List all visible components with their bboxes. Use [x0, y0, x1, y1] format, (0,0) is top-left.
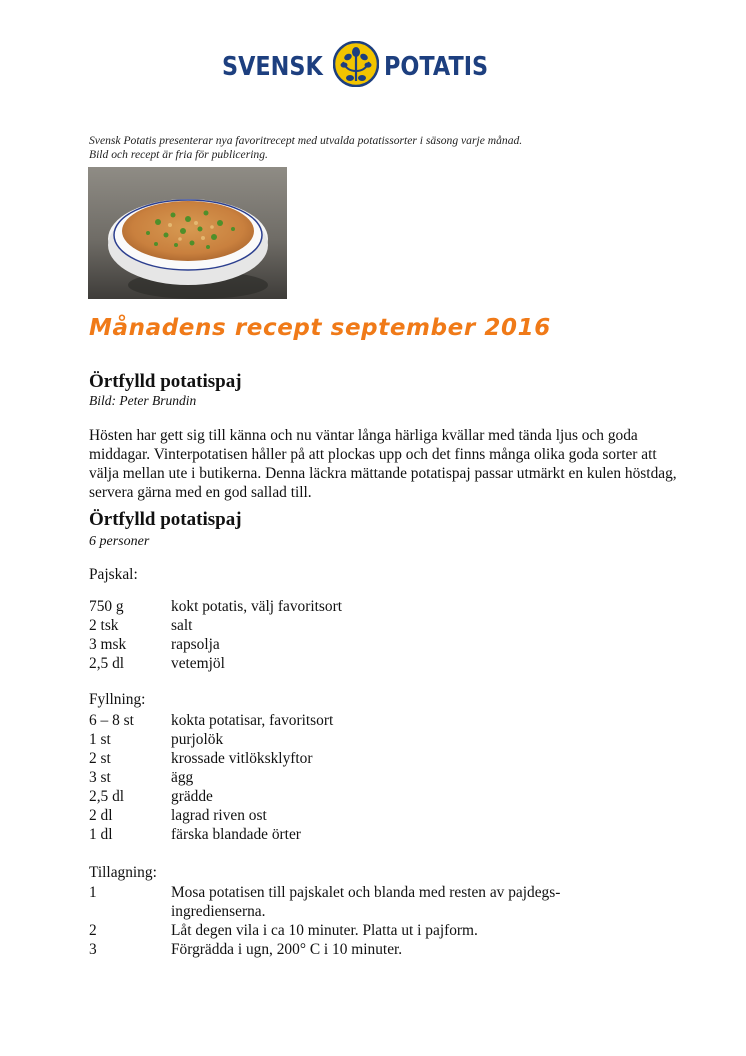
ingredient-row — [89, 749, 611, 768]
ingredient-qty: 2,5 dl — [89, 788, 125, 805]
ingredient-row — [89, 768, 611, 787]
ingredient-row — [89, 597, 611, 616]
ingredient-qty: 750 g — [89, 598, 124, 615]
method-step — [89, 921, 611, 940]
ingredient-row — [89, 730, 611, 749]
ingredient-text: ägg — [171, 769, 194, 786]
ingredient-qty: 2 tsk — [89, 617, 119, 634]
article-title: Örtfylld potatispaj — [89, 371, 242, 392]
ingredient-qty: 1 st — [89, 731, 111, 748]
method-step — [89, 940, 611, 959]
crust-ingredients — [89, 597, 611, 673]
ingredient-row — [89, 711, 611, 730]
ingredient-row — [89, 787, 611, 806]
ingredient-text: kokta potatisar, favoritsort — [171, 712, 334, 729]
filling-label: Fyllning: — [89, 691, 146, 708]
ingredient-text: grädde — [171, 788, 213, 805]
ingredient-qty: 2 st — [89, 750, 111, 767]
logo-word-left: SVENSK — [222, 52, 323, 82]
ingredient-row — [89, 635, 611, 654]
step-text: Låt degen vila i ca 10 minuter. Platta ut i pajform. — [171, 922, 478, 939]
method-steps — [89, 883, 611, 959]
ingredient-text: kokt potatis, välj favoritsort — [171, 598, 342, 615]
ingredient-text: lagrad riven ost — [171, 807, 267, 824]
step-number: 2 — [89, 922, 97, 939]
method-label: Tillagning: — [89, 864, 157, 881]
ingredient-qty: 3 st — [89, 769, 111, 786]
step-text: Mosa potatisen till pajskalet och blanda med resten av pajdegs-ingredienserna. — [171, 884, 561, 920]
ingredient-text: färska blandade örter — [171, 826, 301, 843]
month-recipe-title: Månadens recept september 2016 — [89, 315, 551, 341]
ingredient-row — [89, 616, 611, 635]
ingredient-text: vetemjöl — [171, 655, 225, 672]
ingredient-row — [89, 654, 611, 673]
potato-pie-photo — [88, 167, 287, 299]
intro-line-2: Bild och recept är fria för publicering. — [89, 148, 268, 161]
step-number: 1 — [89, 884, 97, 901]
step-number: 3 — [89, 941, 97, 958]
crust-label: Pajskal: — [89, 566, 138, 583]
ingredient-qty: 2 dl — [89, 807, 113, 824]
step-text: Förgrädda i ugn, 200° C i 10 minuter. — [171, 941, 403, 958]
intro-text — [89, 134, 522, 162]
brand-logo — [222, 40, 497, 90]
filling-ingredients — [89, 711, 611, 844]
ingredient-qty: 2,5 dl — [89, 655, 125, 672]
lead-paragraph: Hösten har gett sig till känna och nu väntar långa härliga kvällar med tända ljus och goda middagar. Vinterpotatisen håller på att plockas upp och det finns många olika goda sorter att välja mellan ute i butikerna. Denna läckra mättande potatispaj passar utmärkt en kulen höstdag, servera gärna med en god sallad till. — [89, 427, 677, 501]
ingredient-text: purjolök — [171, 731, 224, 748]
ingredient-text: rapsolja — [171, 636, 220, 653]
servings: 6 personer — [89, 534, 150, 549]
ingredient-row — [89, 825, 611, 844]
ingredient-qty: 6 – 8 st — [89, 712, 134, 729]
ingredient-qty: 1 dl — [89, 826, 113, 843]
photo-credit: Bild: Peter Brundin — [89, 393, 197, 408]
ingredient-text: krossade vitlöksklyftor — [171, 750, 313, 767]
recipe-title: Örtfylld potatispaj — [89, 509, 242, 530]
ingredient-qty: 3 msk — [89, 636, 127, 653]
potato-plant-emblem-icon — [333, 41, 379, 87]
intro-line-1: Svensk Potatis presenterar nya favoritrecept med utvalda potatissorter i säsong varje månad. — [89, 134, 523, 147]
ingredient-text: salt — [171, 617, 193, 634]
ingredient-row — [89, 806, 611, 825]
logo-word-right: POTATIS — [384, 52, 489, 82]
method-step — [89, 883, 611, 921]
